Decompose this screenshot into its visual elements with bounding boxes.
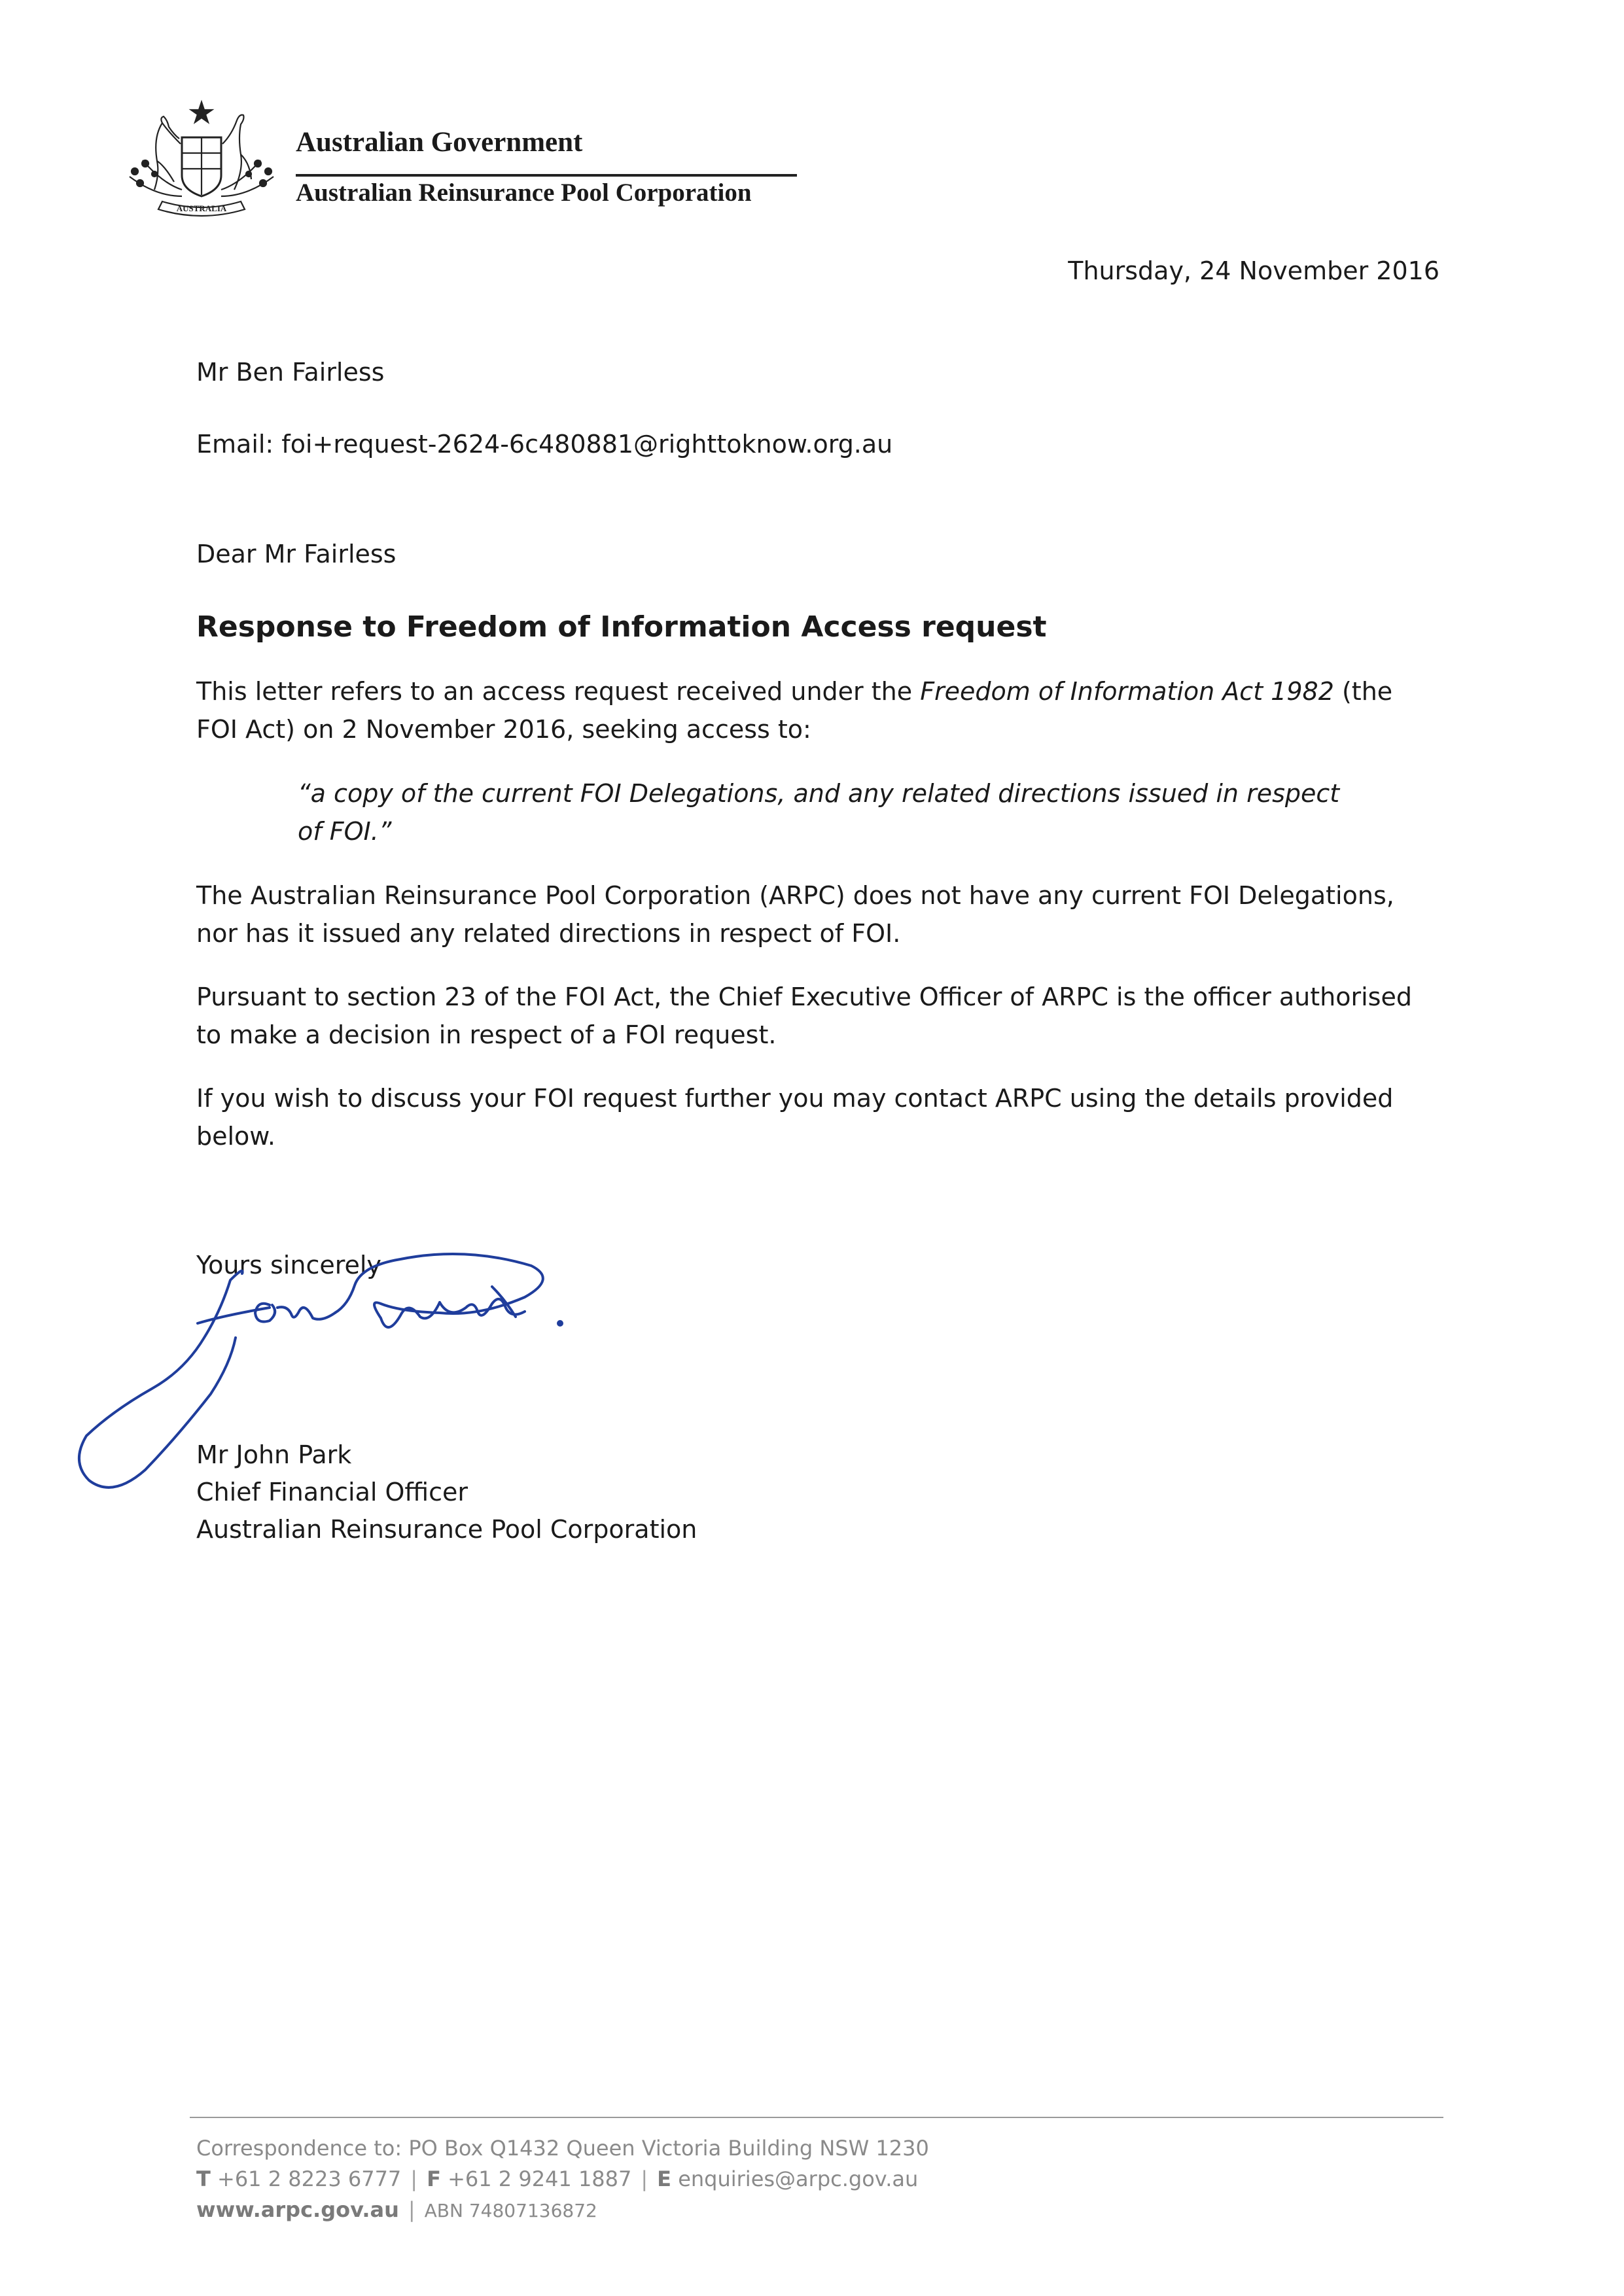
signer-organisation: Australian Reinsurance Pool Corporation (196, 1515, 697, 1544)
closing: Yours sincerely (196, 1251, 381, 1279)
body-paragraph-1 (196, 672, 1439, 748)
footer-abn: ABN 74807136872 (424, 2200, 597, 2221)
fax-label: F (427, 2166, 441, 2191)
recipient-name: Mr Ben Fairless (196, 358, 385, 387)
body-paragraph-2: The Australian Reinsurance Pool Corporation (ARPC) does not have any current FOI Delegations, nor has it issued any related directions in respect of FOI. (196, 881, 1394, 948)
email-label: E (657, 2166, 672, 2191)
letter-subject: Response to Freedom of Information Access request (196, 610, 1047, 644)
footer-separator: | (408, 2197, 415, 2222)
government-heading: Australian Government (296, 127, 583, 158)
footer-contact-line (196, 2163, 918, 2195)
letter-date: Thursday, 24 November 2016 (1068, 256, 1439, 285)
request-quote: “a copy of the current FOI Delegations, and any related directions issued in respect of FOI.” (298, 779, 1340, 846)
p1-text-before: This letter refers to an access request received under the (196, 677, 921, 706)
footer-separator: | (410, 2166, 418, 2191)
body-paragraph-3: Pursuant to section 23 of the FOI Act, the Chief Executive Officer of ARPC is the officer authorised to make a decision in respect of a FOI request. (196, 983, 1412, 1049)
footer-correspondence: Correspondence to: PO Box Q1432 Queen Victoria Building NSW 1230 (196, 2136, 929, 2161)
salutation: Dear Mr Fairless (196, 540, 397, 568)
letterhead-divider (296, 174, 797, 177)
phone-label: T (196, 2166, 211, 2191)
footer-web-line (196, 2194, 597, 2227)
footer-website-link[interactable]: www.arpc.gov.au (196, 2197, 399, 2222)
coat-of-arms-icon (116, 98, 287, 222)
p1-text-after: (the FOI Act) on 2 November 2016, seeking access to: (196, 677, 1393, 744)
crest-scroll-text: AUSTRALIA (176, 203, 227, 213)
act-title: Freedom of Information Act 1982 (920, 677, 1334, 706)
agency-heading: Australian Reinsurance Pool Corporation (296, 179, 752, 207)
signer-name: Mr John Park (196, 1440, 352, 1469)
footer-fax: +61 2 9241 1887 (448, 2166, 632, 2191)
footer-phone[interactable]: +61 2 8223 6777 (217, 2166, 402, 2191)
recipient-email: Email: foi+request-2624-6c480881@righttoknow.org.au (196, 430, 893, 459)
footer-separator: | (641, 2166, 648, 2191)
footer-divider (190, 2117, 1443, 2118)
footer-email-link[interactable]: enquiries@arpc.gov.au (678, 2166, 919, 2191)
signer-title: Chief Financial Officer (196, 1478, 468, 1506)
body-paragraph-4: If you wish to discuss your FOI request further you may contact ARPC using the details provided below. (196, 1084, 1394, 1151)
